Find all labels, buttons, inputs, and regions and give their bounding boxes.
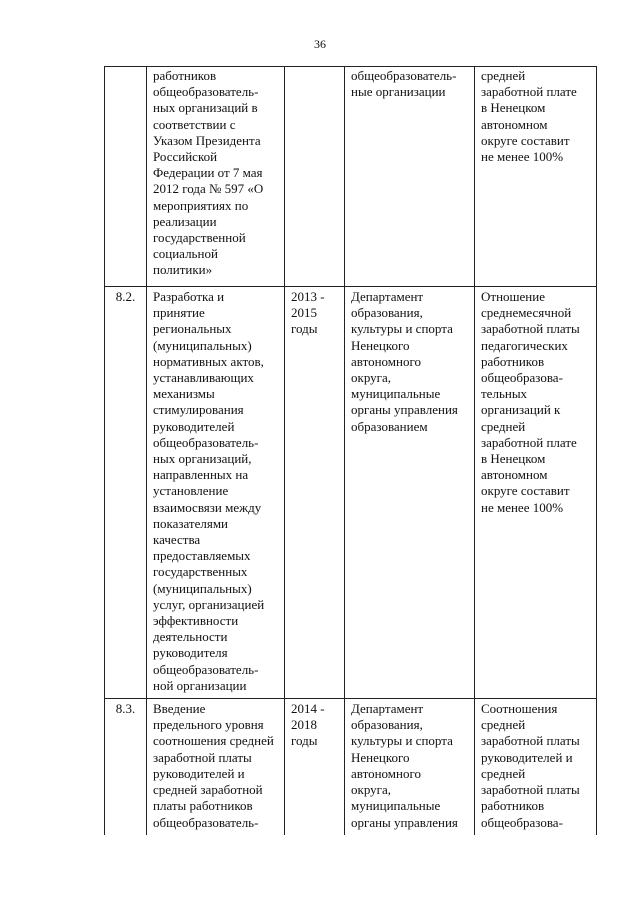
result-cell: Отношение среднемесячной заработной платы педагогических работников общеобразова- тельных организаций к средней заработной плате в Ненецком автономном округе составит не менее 100%: [475, 287, 597, 699]
measure-cell: Введение предельного уровня соотношения средней заработной платы руководителей и средней заработной платы работников общеобразователь-: [147, 699, 285, 835]
measures-table: [104, 66, 597, 835]
years-cell: 2014 - 2018 годы: [285, 699, 345, 835]
years-cell: 2013 - 2015 годы: [285, 287, 345, 699]
row-number-cell: 8.3.: [105, 699, 147, 835]
executor-cell: Департамент образования, культуры и спорта Ненецкого автономного округа, муниципальные органы управления образованием: [345, 287, 475, 699]
row-number-cell: [105, 67, 147, 287]
page-number: 36: [314, 37, 326, 51]
result-cell: средней заработной плате в Ненецком автономном округе составит не менее 100%: [475, 67, 597, 287]
executor-cell: Департамент образования, культуры и спорта Ненецкого автономного округа, муниципальные органы управления: [345, 699, 475, 835]
table-row: [105, 287, 597, 699]
measure-cell: Разработка и принятие региональных (муниципальных) нормативных актов, устанавливающих механизмы стимулирования руководителей общеобразователь- ных организаций, направленных на установление взаимосвязи между показателями качества предоставляемых государственных (муниципальных) услуг, организацией эффективности деятельности руководителя общеобразователь- ной организации: [147, 287, 285, 699]
executor-cell: общеобразователь- ные организации: [345, 67, 475, 287]
result-cell: Соотношения средней заработной платы руководителей и средней заработной платы работников общеобразова-: [475, 699, 597, 835]
measure-cell: работников общеобразователь- ных организаций в соответствии с Указом Президента Российской Федерации от 7 мая 2012 года № 597 «О мероприятиях по реализации государственной социальной политики»: [147, 67, 285, 287]
table-row: [105, 699, 597, 835]
table-row: [105, 67, 597, 287]
years-cell: [285, 67, 345, 287]
row-number-cell: 8.2.: [105, 287, 147, 699]
